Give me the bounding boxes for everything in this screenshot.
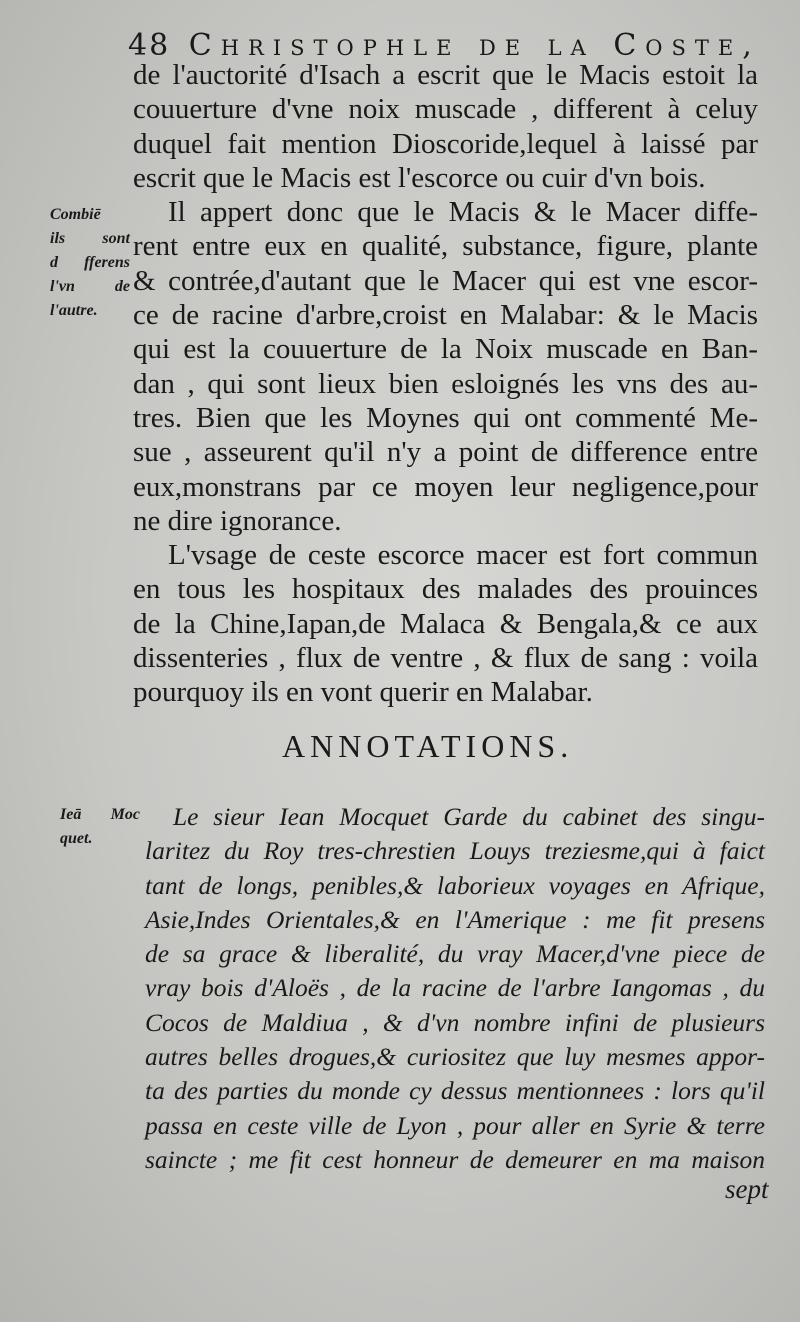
annotation-line: laritez du Roy tres-chrestien Louys treziesme,qui à faict (145, 836, 765, 866)
paragraph-3 (133, 538, 758, 709)
text-line: de l'auctorité d'Isach a escrit que le Macis estoit la (133, 59, 758, 91)
margin-note-line: l'vn de (50, 278, 130, 295)
text-line: rent entre eux en qualité, substance, figure, plante (133, 230, 758, 263)
annotation-line: ta des parties du monde cy dessus mentionnees : lors qu'il (145, 1076, 765, 1106)
annotation-line: Cocos de Maldiua , & d'vn nombre infini de plusieurs (145, 1007, 765, 1037)
text-line: duquel fait mention Dioscoride,lequel à laissé par (133, 127, 758, 160)
margin-note-line: Ieā Moc (60, 806, 140, 823)
text-line: dan , qui sont lieux bien esloignés les vns des au- (133, 367, 758, 400)
paragraph-2 (133, 195, 758, 538)
text-line: pourquoy ils en vont querir en Malabar. (133, 676, 593, 709)
text-line: qui est la couuerture de la Noix muscade en Ban- (133, 333, 758, 366)
paragraph-1 (133, 58, 758, 195)
text-line: couuerture d'vne noix muscade , different à celuy (133, 93, 758, 126)
annotation-line: saincte ; me fit cest honneur de demeurer en ma maison (145, 1144, 765, 1174)
main-text (133, 58, 758, 710)
annotation-line: de sa grace & liberalité, du vray Macer,d'vne piece de (145, 939, 765, 969)
margin-note-mocquet (60, 803, 140, 851)
text-line: de la Chine,Iapan,de Malaca & Bengala,& ce aux (133, 607, 758, 640)
annotation-text (145, 800, 765, 1177)
text-line: L'vsage de ceste escorce macer est fort commun (168, 539, 758, 572)
running-title: Christophle de la Coste, (188, 28, 761, 63)
margin-note-combien (50, 203, 130, 323)
margin-note-line: l'autre. (50, 302, 98, 319)
text-line: en tous les hospitaux des malades des prouinces (133, 573, 758, 606)
text-line: dissenteries , flux de ventre , & flux de sang : voila (133, 642, 758, 675)
text-line: eux,monstrans par ce moyen leur negligence,pour (133, 470, 758, 503)
annotation-line: vray bois d'Aloës , de la racine de l'arbre Iangomas , du (145, 973, 765, 1003)
margin-note-line: d fferens (50, 254, 130, 271)
annotation-line: Le sieur Iean Mocquet Garde du cabinet des singu- (173, 802, 765, 831)
text-line: Il appert donc que le Macis & le Macer diffe- (168, 196, 758, 229)
text-line: tres. Bien que les Moynes qui ont commenté Me- (133, 401, 758, 434)
margin-note-line: ils sont (50, 230, 130, 247)
catchword: sept (725, 1174, 769, 1204)
annotation-line: passa en ceste ville de Lyon , pour aller en Syrie & terre (145, 1110, 765, 1140)
text-line: escrit que le Macis est l'escorce ou cuir d'vn bois. (133, 161, 706, 194)
page-number: 48 (128, 28, 171, 63)
text-line: & contrée,d'autant que le Macer qui est vne escor- (133, 264, 758, 297)
annotation-line: tant de longs, penibles,& laborieux voyages en Afrique, (145, 870, 765, 900)
annotations-heading: ANNOTATIONS. (282, 728, 574, 764)
text-line: ce de racine d'arbre,croist en Malabar: & le Macis (133, 299, 758, 332)
annotation-line: Asie,Indes Orientales,& en l'Amerique : me fit presens (145, 904, 765, 934)
annotation-line: autres belles drogues,& curiositez que luy mesmes appor- (145, 1042, 765, 1072)
text-line: ne dire ignorance. (133, 504, 342, 537)
margin-note-line: quet. (60, 830, 93, 847)
text-line: sue , asseurent qu'il n'y a point de difference entre (133, 436, 758, 469)
margin-note-line: Combiē (50, 206, 101, 223)
